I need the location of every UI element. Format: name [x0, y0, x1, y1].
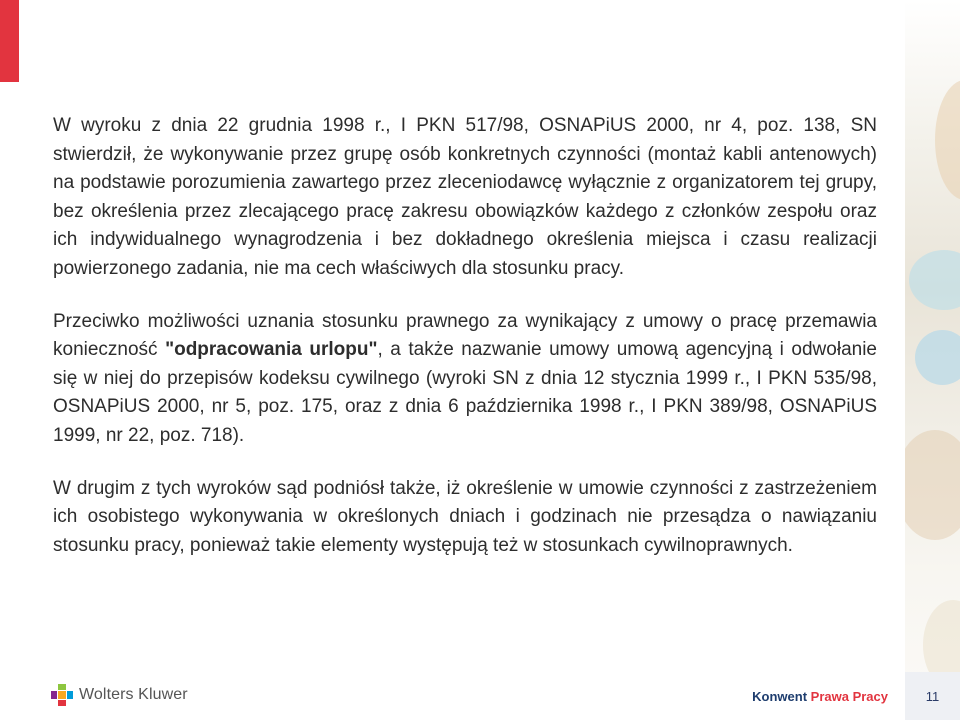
publisher-logo	[51, 682, 188, 708]
paragraph-2-emphasis: "odpracowania urlopu"	[165, 339, 378, 361]
paragraph-2	[53, 308, 877, 451]
paragraph-3: W drugim z tych wyroków sąd podniósł także, iż określenie w umowie czynności z zastrzeżeniem ich osobistego wykonywania w określonych dniach i godzinach nie przesądza o nawiązaniu stosunku pracy, ponieważ takie elementy występują też w stosunkach cywilnoprawnych.	[53, 477, 877, 556]
accent-bar	[0, 0, 19, 82]
paragraph-2-end: , a także nazwanie umowy umową agencyjną i odwołanie się w niej do przepisów kodeksu cywilnego (wyroki SN z dnia 12 stycznia 1999 r., I PKN 535/98, OSNAPiUS 2000, nr 5, poz. 175, oraz z dnia 6 października 1998 r., I PKN 389/98, OSNAPiUS 1999, nr 22, poz. 718).	[53, 339, 877, 446]
brand-part-1: Konwent	[752, 689, 808, 704]
paragraph-1: W wyroku z dnia 22 grudnia 1998 r., I PKN 517/98, OSNAPiUS 2000, nr 4, poz. 138, SN stwierdził, że wykonywanie przez grupę osób konkretnych czynności (montaż kabli antenowych) na podstawie porozumienia zawartego przez zleceniodawcę wyłącznie z organizatorem tej grupy, bez określenia przez zlecającego pracę zakresu obowiązków każdego z członków zespołu oraz ich indywidualnego wynagrodzenia i bez dokładnego określenia miejsca i czasu realizacji powierzonego zadania, nie ma cech właściwych dla stosunku pracy.	[53, 115, 877, 279]
page-number: 11	[905, 672, 960, 720]
publisher-name: Wolters Kluwer	[79, 686, 188, 703]
brand-part-2: Prawa Pracy	[810, 689, 888, 704]
wolters-kluwer-logo-icon	[51, 684, 73, 706]
event-brand	[752, 689, 888, 704]
decorative-photo-strip	[905, 0, 960, 720]
slide-content	[53, 112, 877, 584]
paragraph-2-start: Przeciwko możliwości uznania stosunku prawnego za wynikający z umowy o pracę przemawia konieczność	[53, 310, 877, 361]
